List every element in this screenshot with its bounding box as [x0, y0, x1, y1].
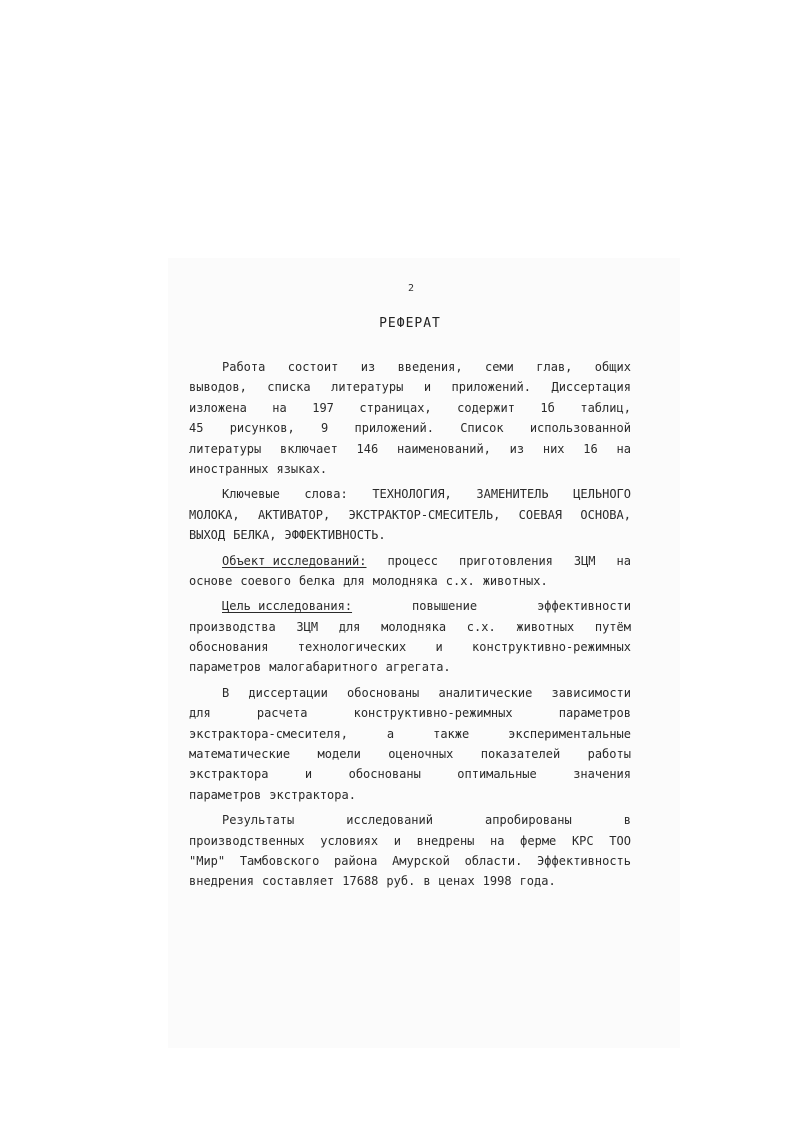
word: ЗЦМ — [573, 553, 596, 568]
word: СОЕВАЯ — [518, 507, 563, 522]
word: них — [542, 441, 565, 456]
word: Работа — [222, 360, 266, 374]
word: Ключевые — [222, 487, 280, 502]
text-line — [189, 703, 631, 723]
word: Список — [460, 421, 504, 436]
word: для — [338, 619, 361, 634]
word: в — [623, 813, 631, 828]
word: значения — [573, 767, 631, 782]
word: с.х. — [445, 573, 475, 588]
word: экстрактора-смесителя, — [189, 726, 348, 741]
word: из — [509, 441, 525, 456]
word: списка — [267, 380, 311, 395]
text-line — [189, 831, 631, 851]
text-line — [189, 398, 631, 418]
text-line — [189, 724, 631, 744]
word: а — [386, 726, 395, 741]
word: аналитические — [438, 685, 533, 700]
word: и — [393, 833, 401, 848]
text-line — [189, 439, 631, 459]
word: района — [334, 853, 378, 868]
word: 1б — [540, 400, 555, 415]
word: В — [222, 685, 230, 700]
text-line — [189, 551, 631, 571]
word: ЭФФЕКТИВНОСТЬ. — [284, 528, 386, 543]
text-line — [189, 871, 631, 891]
text-line — [189, 617, 631, 637]
text-line — [189, 357, 631, 377]
word: молодняка — [372, 573, 438, 588]
word: животных. — [482, 573, 548, 588]
word: состоит — [287, 360, 339, 374]
word: работы — [587, 747, 631, 762]
word: Тамбовского — [239, 853, 320, 868]
word: 9 — [320, 421, 329, 436]
word: введения, — [397, 360, 463, 374]
word: таблиц, — [580, 400, 631, 415]
word: расчета — [256, 706, 308, 721]
word: иностранных — [189, 461, 269, 476]
word: ферме — [520, 833, 557, 848]
word: повышение — [412, 599, 478, 614]
word: для — [343, 573, 365, 588]
word: и — [304, 767, 313, 782]
text-line — [189, 683, 631, 703]
word: соевого — [240, 573, 291, 588]
paragraph-goal — [189, 596, 631, 678]
word: технологических — [297, 640, 407, 655]
word: экспериментальные — [508, 726, 631, 741]
word: "Мир" — [189, 853, 226, 868]
word: агрегата. — [385, 660, 451, 675]
word: руб. — [386, 874, 416, 889]
word: производственных — [189, 833, 305, 848]
word: обоснования — [189, 640, 269, 655]
word: эффективности — [537, 599, 631, 614]
word: использованной — [529, 421, 631, 436]
word: конструктивно-режимных — [472, 640, 631, 655]
word: зависимости — [551, 685, 631, 700]
word: выводов, — [189, 380, 247, 395]
paragraph-structure — [189, 357, 631, 479]
text-line — [189, 637, 631, 657]
word: и — [423, 380, 432, 395]
underlined-heading: Цель исследования: — [222, 599, 353, 614]
word: экстрактора — [189, 767, 269, 782]
text-line — [189, 657, 631, 677]
word: для — [189, 706, 211, 721]
paragraph-dissertation — [189, 683, 631, 805]
abstract-body — [189, 357, 631, 897]
word: 17688 — [342, 874, 379, 889]
word: диссертации — [248, 685, 328, 700]
word: на — [616, 553, 631, 568]
word: области. — [464, 853, 523, 868]
word: модели — [317, 747, 361, 762]
word: животных — [516, 619, 575, 634]
word: ТОО — [609, 833, 631, 848]
word: страницах, — [359, 400, 432, 415]
word: МОЛОКА, — [189, 507, 240, 522]
text-line — [189, 525, 631, 545]
word: на — [272, 400, 287, 415]
paragraph-results — [189, 810, 631, 892]
text-line — [189, 764, 631, 784]
word: на — [616, 441, 631, 456]
word: также — [433, 726, 470, 741]
text-line — [189, 851, 631, 871]
word: ЗЦМ — [296, 619, 319, 634]
text-line — [189, 785, 631, 805]
word: содержит — [457, 400, 515, 415]
word: приложений. — [451, 380, 531, 395]
text-line — [189, 505, 631, 525]
word: на — [490, 833, 505, 848]
word: глав, — [536, 360, 573, 374]
text-line — [189, 596, 631, 616]
word: малогабаритного — [269, 660, 378, 675]
text-line — [189, 810, 631, 830]
word: слова: — [304, 487, 348, 502]
word: экстрактора. — [269, 787, 356, 802]
word: литературы — [331, 380, 404, 395]
word: года. — [519, 874, 556, 889]
word: 146 — [356, 441, 379, 456]
word: БЕЛКА, — [233, 528, 277, 543]
text-line — [189, 377, 631, 397]
word: Результаты — [222, 813, 295, 828]
word: Амурской — [392, 853, 450, 868]
page-title: РЕФЕРАТ — [379, 316, 441, 331]
word: из — [360, 360, 376, 374]
text-line — [189, 459, 631, 479]
word: условиях — [320, 833, 379, 848]
word: Диссертация — [551, 380, 631, 395]
word: семи — [484, 360, 514, 374]
word: белка — [298, 573, 336, 588]
word: основе — [189, 573, 233, 588]
word: приготовления — [458, 553, 553, 568]
paragraph-object — [189, 551, 631, 592]
word: обоснованы — [347, 685, 420, 700]
word: рисунков, — [229, 421, 295, 436]
word: исследований — [346, 813, 433, 828]
word: 1998 — [482, 874, 512, 889]
underlined-heading: Объект исследований: — [222, 553, 367, 568]
word: ТЕХНОЛОГИЯ, — [372, 487, 452, 502]
word: ЗАМЕНИТЕЛЬ — [476, 487, 549, 502]
text-line — [189, 418, 631, 438]
word: общих — [594, 360, 631, 374]
word: АКТИВАТОР, — [257, 507, 331, 522]
word: в — [423, 874, 431, 889]
word: ЭКСТРАКТОР-СМЕСИТЕЛЬ, — [348, 507, 501, 522]
word: процесс — [387, 553, 439, 568]
word: составляет — [262, 874, 335, 889]
word: математические — [189, 747, 291, 762]
word: и — [435, 640, 443, 655]
word: ВЫХОД — [189, 528, 226, 543]
word: молодняка — [381, 619, 447, 634]
word: 45 — [189, 421, 204, 436]
word: 197 — [312, 400, 334, 415]
word: параметров — [558, 706, 631, 721]
word: производства — [189, 619, 276, 634]
word: параметров — [189, 660, 262, 675]
word: 16 — [583, 441, 598, 456]
word: показателей — [480, 747, 561, 762]
word: оптимальные — [457, 767, 537, 782]
word: Эффективность — [537, 853, 631, 868]
word: апробированы — [485, 813, 572, 828]
word: параметров — [189, 787, 262, 802]
word: ЦЕЛЬНОГО — [573, 487, 631, 502]
text-line — [189, 484, 631, 504]
paragraph-keywords — [189, 484, 631, 545]
word: обоснованы — [348, 767, 421, 782]
word: внедрены — [416, 833, 475, 848]
page-number: 2 — [407, 283, 415, 294]
word: литературы — [189, 441, 262, 456]
word: конструктивно-режимных — [353, 706, 513, 721]
text-line — [189, 744, 631, 764]
word: ценах — [438, 874, 475, 889]
word: КРС — [571, 833, 594, 848]
word: включает — [280, 441, 338, 456]
word: путём — [594, 619, 631, 634]
word: наименований, — [396, 441, 491, 456]
word: приложений. — [354, 421, 434, 436]
word: внедрения — [189, 874, 255, 889]
word: языках. — [276, 461, 328, 476]
word: с.х. — [466, 619, 496, 634]
text-line — [189, 571, 631, 591]
word: изложена — [189, 400, 247, 415]
word: ОСНОВА, — [580, 507, 631, 522]
word: оценочных — [388, 747, 454, 762]
